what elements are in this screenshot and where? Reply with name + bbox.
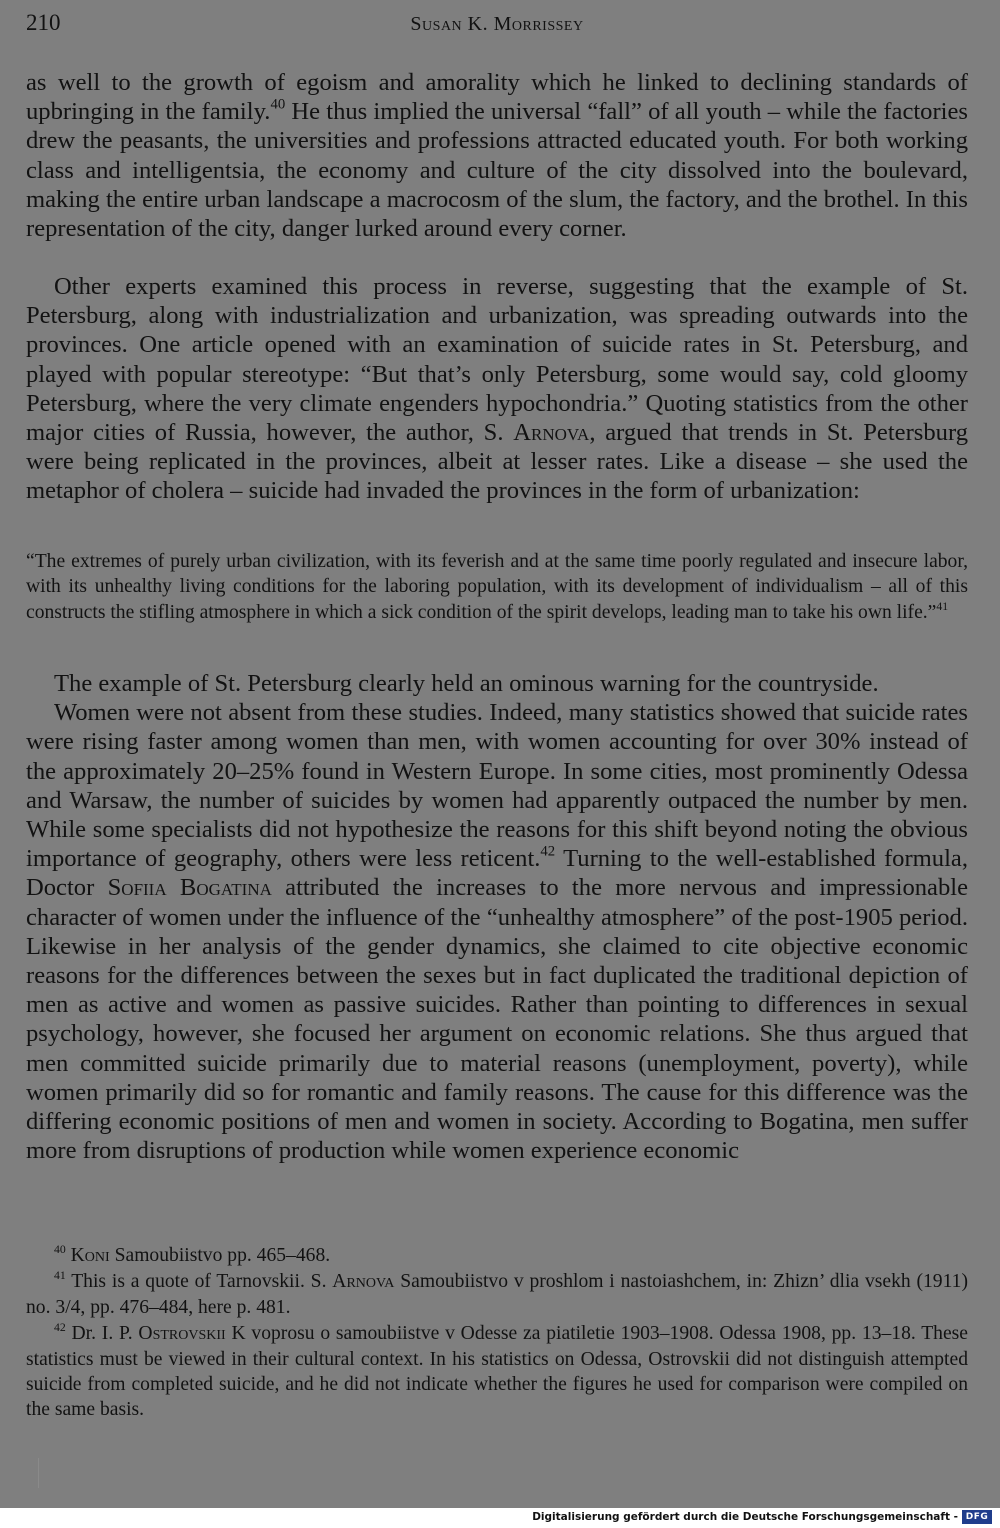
paragraph-group — [26, 669, 968, 1165]
running-head: Susan K. Morrissey — [410, 13, 584, 35]
block-quote — [26, 549, 968, 625]
footnote-ref-42: 42 — [540, 843, 556, 860]
funding-note: Digitalisierung gefördert durch die Deutsche Forschungsgemeinschaft - — [532, 1511, 958, 1523]
paragraph-text: Other experts examined this process in reverse, suggesting that the example of St. Petersburg, along with industrialization and urbanization, was spreading outwards into the provinces. One article opened with an examination of suicide rates in St. Petersburg, and played with popular stereotype: “But that’s only Petersburg, some would say, cold gloomy Petersburg, where the very climate engenders hypochondria.” Quoting statistics from the other major cities of Russia, however, the author, S. — [26, 273, 968, 447]
paragraph-text: Turning to the well-established formula, Doctor — [26, 845, 968, 902]
footnote-ref-40: 40 — [270, 96, 286, 113]
quote-text: “The extremes of purely urban civilization, with its feverish and at the same time poorly regulated and insecure labor, with its unhealthy living conditions for the laboring population, with its development of individualism – all of this constructs the stifling atmosphere in which a sick condition of the spirit develops, leading man to take his own life.” — [26, 551, 968, 623]
dfg-logo[interactable]: DFG — [962, 1510, 992, 1524]
footnote-number: 41 — [54, 1269, 66, 1283]
paragraph-text: as well to the growth of egoism and amorality which he linked to declining standards of upbringing in the family. — [26, 69, 968, 126]
paragraph-text: Women were not absent from these studies. Indeed, many statistics showed that suicide rates were rising faster among women than men, with women accounting for over 30% instead of the approximately 20–25% found in Western Europe. In some cities, most prominently Odessa and Warsaw, the number of suicides by women had apparently outpaced the number by men. While some specialists did not hypothesize the reasons for this shift beyond noting the obvious importance of geography, others were less reticent. — [26, 699, 968, 873]
author-name: Arnova — [513, 419, 590, 447]
footnote-number: 40 — [54, 1242, 66, 1256]
footnote-ref-41: 41 — [936, 599, 949, 613]
footnote-text: Dr. I. P. — [65, 1323, 139, 1345]
paragraph-women — [26, 698, 968, 1165]
paragraph-text: The example of St. Petersburg clearly held an ominous warning for the countryside. — [54, 670, 879, 697]
footnote-text: K voprosu o samoubiistve v Odesse za piatiletie 1903–1908. Odessa 1908, pp. 13–18. These statistics must be viewed in their cultural context. In his statistics on Odessa, Ostrovskii did not distinguish attempted suicide from completed suicide, and he did not indicate whether the figures he used for comparison were compiled on the same basis. — [26, 1323, 968, 1421]
scan-margin-mark — [38, 1458, 39, 1488]
footnote-42 — [26, 1321, 968, 1423]
footnote-text: Samoubiistvo v proshlom i nastoiashchem, in: Zhizn’ dlia vsekh (1911) no. 3/4, pp. 476–484, here p. 481. — [26, 1271, 968, 1318]
author-name: Sofiia Bogatina — [107, 874, 272, 902]
digitization-footer — [0, 1508, 1000, 1528]
paragraph-example — [26, 669, 968, 698]
paragraph-continued — [26, 68, 968, 243]
footnote-author: Koni — [70, 1245, 110, 1266]
page-header — [26, 10, 968, 40]
footnote-40 — [26, 1243, 968, 1268]
footnote-number: 42 — [54, 1321, 66, 1334]
paragraph-text: , argued that trends in St. Petersburg were being replicated in the provinces, albeit at lesser rates. Like a disease – she used the metaphor of cholera – suicide had invaded the provinces in the form of urbanization: — [26, 419, 968, 505]
footnote-41 — [26, 1269, 968, 1320]
footnotes — [26, 1243, 968, 1423]
page-number: 210 — [26, 10, 61, 35]
footnote-author: Ostrovskii — [138, 1323, 226, 1345]
footnote-text: This is a quote of Tarnovskii. S. — [65, 1271, 333, 1293]
paragraph-text: He thus implied the universal “fall” of all youth – while the factories drew the peasants, the universities and professions attracted educated youth. For both working class and intelligentsia, the economy and culture of the city dissolved into the boulevard, making the entire urban landscape a macrocosm of the slum, the factory, and the brothel. In this representation of the city, danger lurked around every corner. — [26, 98, 968, 243]
footnote-author: Arnova — [332, 1271, 395, 1293]
paragraph-other-experts — [26, 272, 968, 506]
paragraph-text: attributed the increases to the more nervous and impressionable character of women under the influence of the “unhealthy atmosphere” of the post-1905 period. Likewise in her analysis of the gender dynamics, she claimed to cite objective economic reasons for the differences between the sexes but in fact duplicated the traditional depiction of men as active and women as passive suicides. Rather than pointing to differences in sexual psychology, however, she focused her argument on economic relations. She thus argued that men committed suicide primarily due to material reasons (unemployment, poverty), while women primarily did so for romantic and family reasons. The cause for this difference was the differing economic positions of men and women in society. According to Bogatina, men suffer more from disruptions of production while women experience economic — [26, 874, 968, 1165]
footnote-text: Samoubiistvo pp. 465–468. — [109, 1245, 331, 1266]
